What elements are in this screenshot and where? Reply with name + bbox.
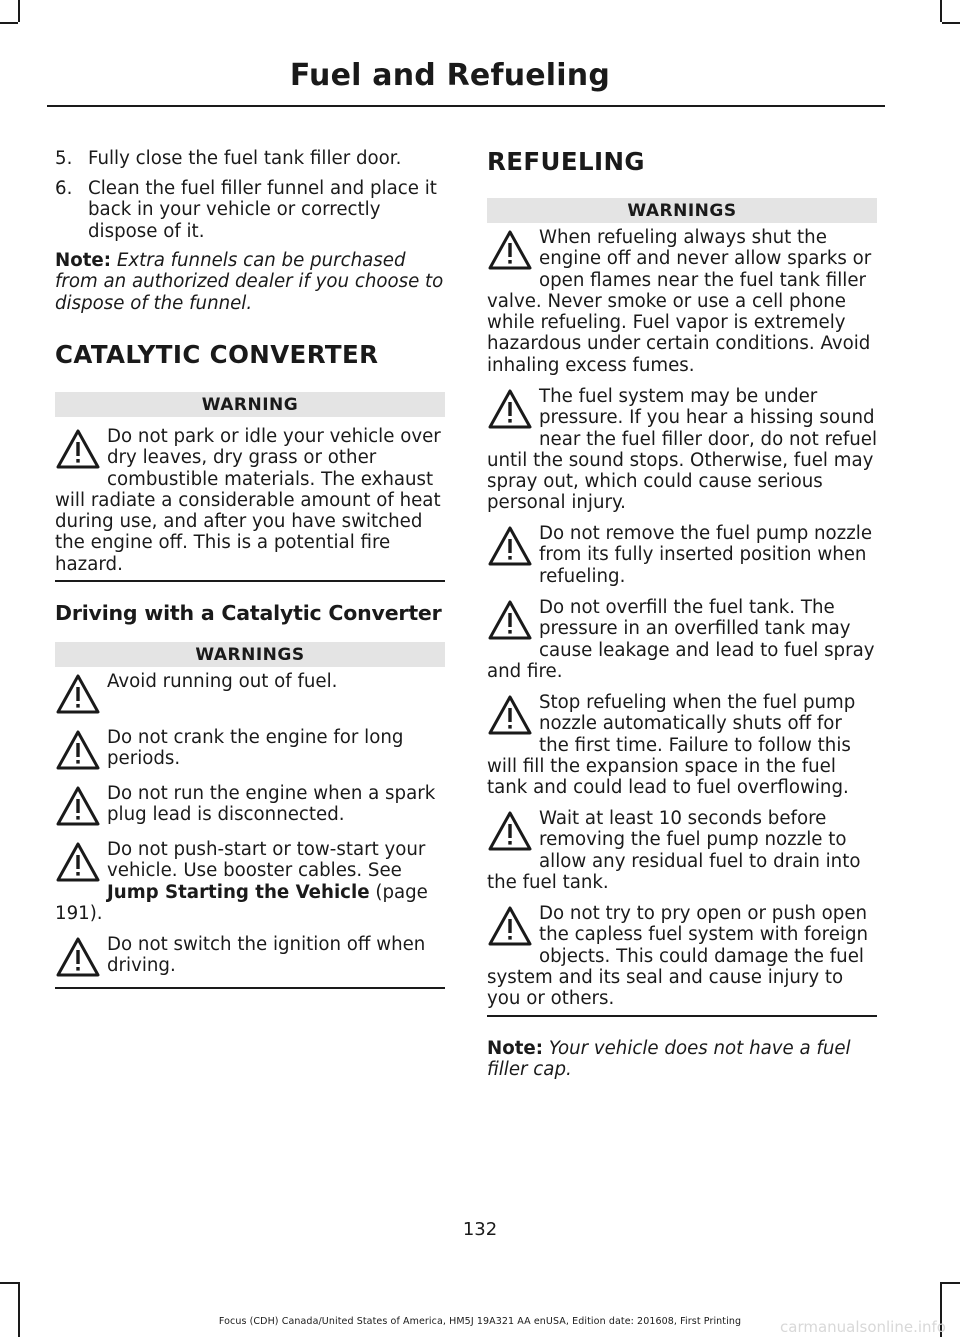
step-number: 6.	[55, 178, 73, 199]
crop-mark	[0, 1282, 18, 1284]
warning-triangle-icon	[487, 905, 539, 955]
warning-triangle-icon	[55, 841, 107, 891]
warning-triangle-icon	[487, 599, 539, 649]
warning-triangle-icon	[487, 694, 539, 744]
warning-text: Do not park or idle your vehicle over dry leaves, dry grass or other combustible materials. The exhaust will radiate a considerable amount of heat during use, and after you have switched the engine off. This is a potential fire hazard.	[55, 426, 441, 575]
warning-text: Wait at least 10 seconds before removing the fuel pump nozzle to allow any residual fuel to drain into the fuel tank.	[487, 808, 861, 893]
crop-mark	[942, 1282, 960, 1284]
crop-mark	[0, 22, 18, 24]
step-item	[55, 178, 445, 242]
warning-item	[55, 783, 445, 835]
warning-item	[487, 692, 877, 798]
header-divider	[47, 105, 885, 107]
section-divider	[55, 580, 445, 582]
watermark: carmanualsonline.info	[780, 1318, 946, 1336]
page-number: 132	[462, 1219, 498, 1240]
warning-item	[55, 727, 445, 779]
warning-triangle-icon	[487, 525, 539, 575]
warning-text: Avoid running out of fuel.	[107, 671, 338, 692]
warning-triangle-icon	[55, 936, 107, 986]
page-header-title: Fuel and Refueling	[289, 58, 610, 93]
section-divider	[487, 1015, 877, 1017]
warning-text: Stop refueling when the fuel pump nozzle automatically shuts off for the first time. Failure to follow this will fill the expansion space in the fuel tank and could lead to fuel overflowing.	[487, 692, 856, 799]
warning-text: Do not run the engine when a spark plug lead is disconnected.	[107, 783, 436, 826]
crop-mark	[18, 1282, 20, 1337]
warning-text: Do not try to pry open or push open the capless fuel system with foreign objects. This could damage the fuel system and its seal and cause injury to you or others.	[487, 903, 869, 1010]
warning-text: Do not overfill the fuel tank. The pressure in an overfilled tank may cause leakage and lead to fuel spray and fire.	[487, 597, 875, 682]
section-title-refueling: REFUELING	[487, 147, 645, 176]
warning-item	[487, 386, 877, 514]
warning-triangle-icon	[55, 673, 107, 723]
warning-item	[487, 808, 877, 893]
warning-item	[55, 671, 445, 723]
warning-triangle-icon	[55, 428, 107, 478]
step-number: 5.	[55, 148, 73, 169]
warning-text: Do not push-start or tow-start your vehicle. Use booster cables. See	[107, 839, 426, 882]
page-reference: (page 191).	[55, 881, 428, 924]
warning-triangle-icon	[55, 729, 107, 779]
note-label: Note:	[487, 1038, 544, 1059]
warning-triangle-icon	[487, 810, 539, 860]
warning-text: Do not switch the ignition off when driving.	[107, 934, 426, 977]
warning-item	[487, 597, 877, 682]
warning-triangle-icon	[55, 785, 107, 835]
warning-bar: WARNINGS	[487, 198, 877, 223]
note	[487, 1038, 877, 1081]
warning-text: Do not crank the engine for long periods.	[107, 727, 404, 770]
warning-bar: WARNINGS	[55, 642, 445, 667]
note-label: Note:	[55, 250, 112, 271]
warning-triangle-icon	[487, 388, 539, 438]
jump-starting-link[interactable]: Jump Starting the Vehicle	[107, 881, 370, 903]
note-text: Extra funnels can be purchased from an authorized dealer if you choose to dispose of the funnel.	[55, 250, 444, 314]
warning-triangle-icon	[487, 229, 539, 279]
note-text: Your vehicle does not have a fuel filler cap.	[487, 1038, 851, 1081]
subsection-title-driving-catalytic: Driving with a Catalytic Converter	[55, 601, 442, 625]
crop-mark	[18, 0, 20, 22]
step-text: Fully close the fuel tank filler door.	[88, 148, 402, 169]
section-divider	[55, 987, 445, 989]
warning-item	[487, 903, 877, 1009]
warning-item	[487, 523, 877, 587]
crop-mark	[940, 0, 942, 22]
warning-bar: WARNING	[55, 392, 445, 417]
warning-text: Do not remove the fuel pump nozzle from its fully inserted position when refueling.	[539, 523, 873, 587]
note	[55, 250, 445, 314]
warning-item	[55, 934, 445, 986]
warning-text: The fuel system may be under pressure. If you hear a hissing sound near the fuel filler door, do not refuel until the sound stops. Otherwise, fuel may spray out, which could cause serious personal injury.	[487, 386, 878, 514]
warning-item	[55, 426, 445, 575]
step-text: Clean the fuel filler funnel and place it back in your vehicle or correctly dispose of it.	[88, 178, 437, 242]
step-item	[55, 148, 445, 169]
warning-item	[487, 227, 877, 376]
warning-text: When refueling always shut the engine off and never allow sparks or open flames near the fuel tank filler valve. Never smoke or use a cell phone while refueling. Fuel vapor is extremely hazardous under certain conditions. Avoid inhaling excess fumes.	[487, 227, 872, 376]
warning-item	[55, 839, 445, 924]
section-title-catalytic-converter: CATALYTIC CONVERTER	[55, 340, 379, 369]
crop-mark	[942, 22, 960, 24]
footer-edition-info: Focus (CDH) Canada/United States of America, HM5J 19A321 AA enUSA, Edition date: 201608, First Printing	[218, 1316, 742, 1327]
